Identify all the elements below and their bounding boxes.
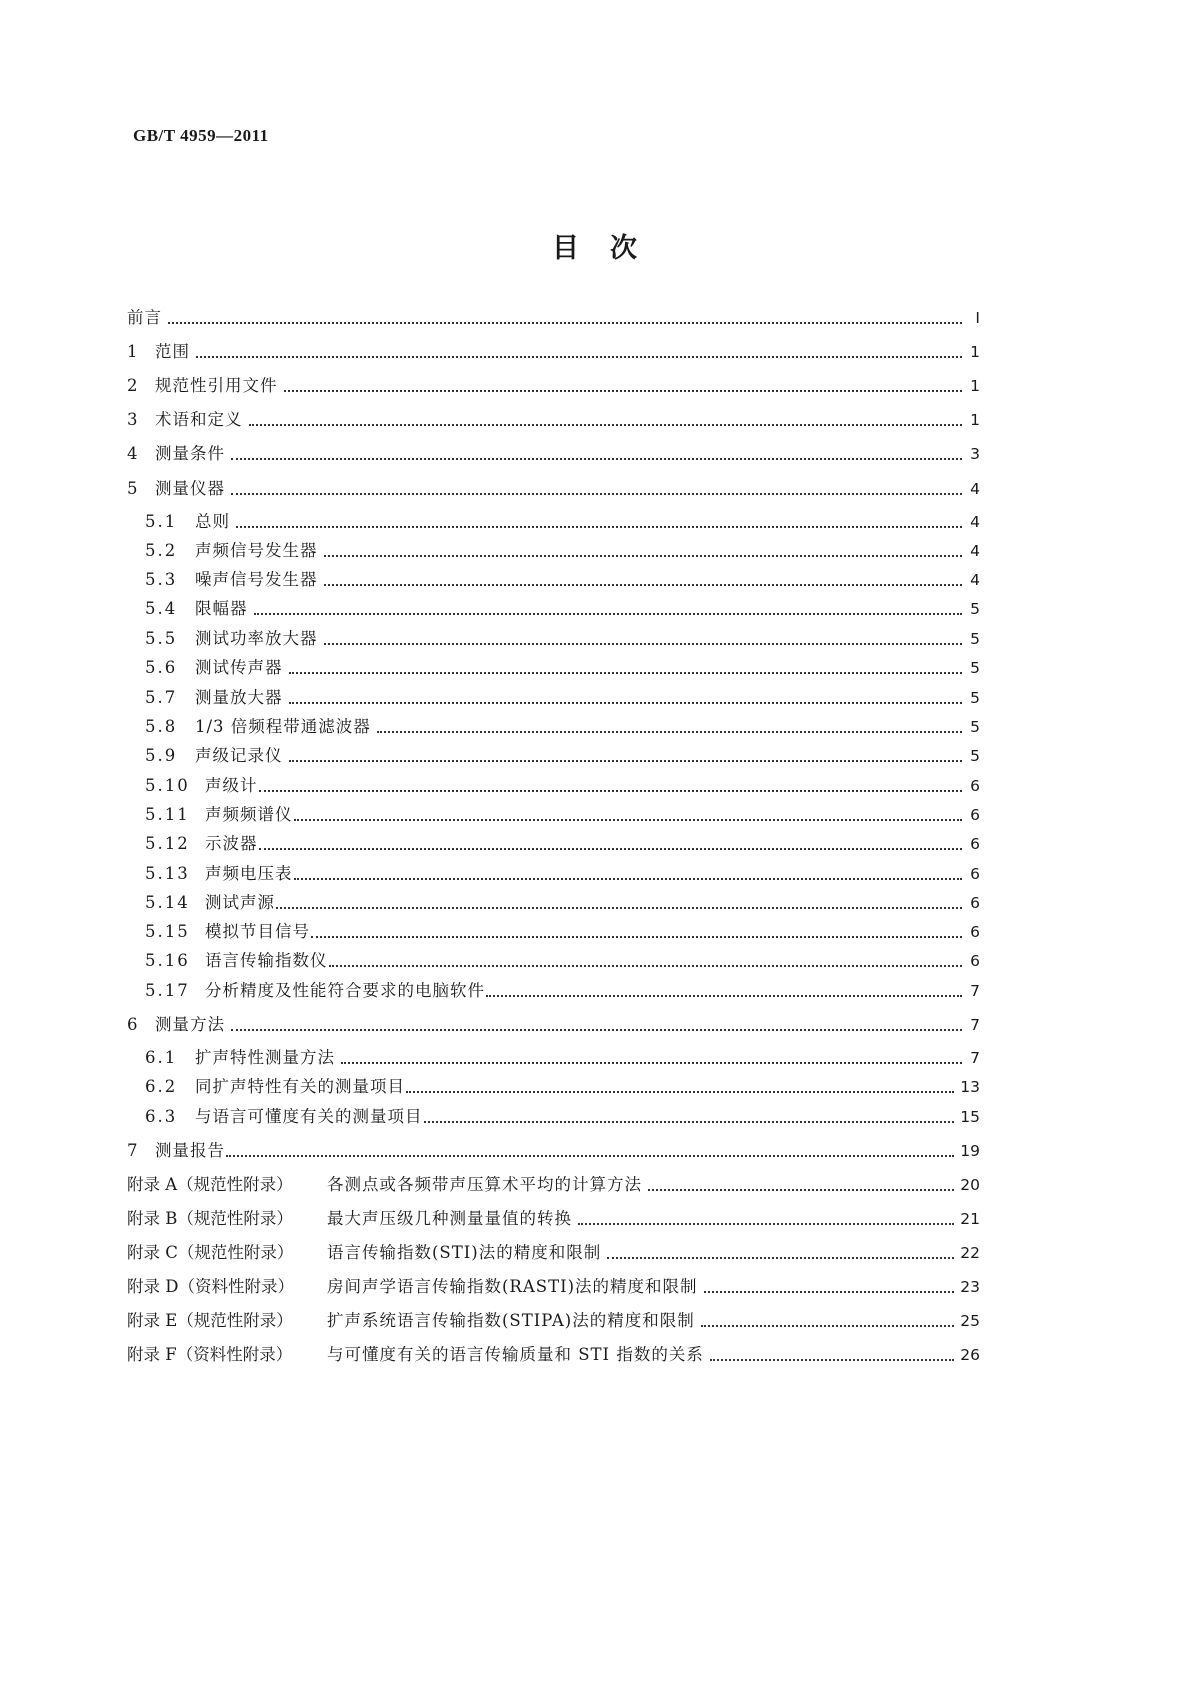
toc-entry-label: 术语和定义 [155, 410, 243, 429]
toc-entry-page: 4 [970, 542, 980, 560]
toc-entry-page: 19 [960, 1142, 980, 1160]
dot-leader [324, 640, 963, 645]
toc-entry-label: 总则 [195, 512, 230, 531]
toc-entry-number: 5.16 [145, 951, 190, 970]
toc-entry-page: 5 [970, 630, 980, 648]
toc-entry-page: 4 [970, 571, 980, 589]
toc-entry-label: 测试传声器 [195, 658, 283, 677]
toc-entry-label: 扩声特性测量方法 [195, 1048, 335, 1067]
toc-entry-section-5[interactable] [127, 477, 980, 501]
toc-entry-label: 声频频谱仪 [205, 805, 293, 824]
toc-entry-section-5-17[interactable] [145, 979, 980, 1003]
dot-leader [377, 728, 962, 733]
dot-leader [289, 699, 963, 704]
toc-entry-label: 测量放大器 [195, 688, 283, 707]
toc-entry-page: 4 [970, 513, 980, 531]
toc-entry-number: 5.17 [145, 981, 190, 1000]
toc-entry-number: 3 [127, 410, 138, 429]
toc-entry-preface[interactable] [127, 306, 980, 330]
toc-entry-number: 5.1 [145, 512, 178, 531]
dot-leader [249, 421, 963, 426]
toc-entry-page: 3 [970, 445, 980, 463]
toc-entry-section-2[interactable] [127, 374, 980, 398]
toc-entry-number: 4 [127, 444, 138, 463]
toc-entry-section-1[interactable] [127, 340, 980, 364]
toc-entry-section-6-2[interactable] [145, 1075, 980, 1099]
toc-entry-section-5-12[interactable] [145, 832, 980, 856]
toc-entry-page: 6 [970, 806, 980, 824]
toc-entry-number: 7 [127, 1141, 138, 1160]
toc-entry-section-7[interactable] [127, 1139, 980, 1163]
toc-entry-number: 5.10 [145, 776, 190, 795]
toc-entry-page: 6 [970, 952, 980, 970]
toc-entry-number: 5.6 [145, 658, 178, 677]
toc-entry-page: 6 [970, 835, 980, 853]
toc-entry-number: 6.2 [145, 1077, 178, 1096]
dot-leader [259, 787, 963, 792]
toc-entry-label: 声频信号发生器 [195, 541, 318, 560]
toc-entry-section-5-2[interactable] [145, 539, 980, 563]
toc-entry-number: 5.11 [145, 805, 190, 824]
toc-entry-appendix-e[interactable] [127, 1309, 980, 1333]
toc-entry-label: 与可懂度有关的语言传输质量和 STI 指数的关系 [327, 1345, 704, 1364]
toc-entry-number: 6.3 [145, 1107, 178, 1126]
document-code: GB/T 4959—2011 [133, 126, 269, 145]
toc-entry-page: 5 [970, 718, 980, 736]
toc-entry-page: 1 [970, 377, 980, 395]
toc-entry-section-3[interactable] [127, 408, 980, 432]
toc-entry-page: 21 [960, 1210, 980, 1228]
dot-leader [226, 1152, 954, 1157]
dot-leader [294, 816, 963, 821]
dot-leader [486, 992, 962, 997]
toc-entry-number: 5.8 [145, 717, 178, 736]
toc-entry-page: 7 [970, 982, 980, 1000]
dot-leader [406, 1088, 954, 1093]
toc-entry-page: 5 [970, 689, 980, 707]
toc-entry-section-5-3[interactable] [145, 568, 980, 592]
dot-leader [289, 757, 963, 762]
toc-entry-label: 同扩声特性有关的测量项目 [195, 1077, 405, 1096]
toc-entry-label: 前言 [127, 308, 162, 327]
toc-entry-page: 25 [960, 1312, 980, 1330]
toc-entry-label: 扩声系统语言传输指数(STIPA)法的精度和限制 [327, 1311, 695, 1330]
dot-leader [607, 1254, 954, 1259]
toc-entry-page: 6 [970, 894, 980, 912]
toc-entry-number: 5.7 [145, 688, 178, 707]
toc-entry-number: 5.12 [145, 834, 190, 853]
toc-entry-page: 5 [970, 747, 980, 765]
toc-entry-number: 6 [127, 1015, 138, 1034]
dot-leader [324, 552, 963, 557]
toc-entry-section-5-15[interactable] [145, 920, 980, 944]
toc-entry-label: 测试声源 [205, 893, 275, 912]
toc-entry-number: 5.13 [145, 864, 190, 883]
toc-entry-number: 附录 A（规范性附录） [127, 1175, 293, 1194]
toc-entry-appendix-a[interactable] [127, 1173, 980, 1197]
toc-entry-label: 语言传输指数(STI)法的精度和限制 [327, 1243, 602, 1262]
toc-entry-section-5-11[interactable] [145, 803, 980, 827]
dot-leader [578, 1220, 954, 1225]
toc-entry-section-5-13[interactable] [145, 862, 980, 886]
toc-entry-page: 13 [960, 1078, 980, 1096]
toc-entry-label: 声频电压表 [205, 864, 293, 883]
toc-entry-appendix-f[interactable] [127, 1343, 980, 1367]
dot-leader [284, 387, 963, 392]
toc-entry-section-5-16[interactable] [145, 949, 980, 973]
toc-entry-label: 最大声压级几种测量量值的转换 [327, 1209, 572, 1228]
toc-entry-number: 附录 F（资料性附录） [127, 1345, 293, 1364]
toc-entry-page: 1 [970, 343, 980, 361]
toc-entry-section-6[interactable] [127, 1013, 980, 1037]
toc-entry-section-5-9[interactable] [145, 744, 980, 768]
toc-entry-section-6-3[interactable] [145, 1105, 980, 1129]
toc-entry-section-5-1[interactable] [145, 510, 980, 534]
toc-entry-page: 22 [960, 1244, 980, 1262]
dot-leader [168, 319, 962, 324]
toc-entry-label: 限幅器 [195, 599, 248, 618]
dot-leader [704, 1288, 955, 1293]
toc-entry-label: 声级记录仪 [195, 746, 283, 765]
toc-entry-label: 示波器 [205, 834, 258, 853]
dot-leader [311, 933, 962, 938]
toc-entry-label: 各测点或各频带声压算术平均的计算方法 [327, 1175, 642, 1194]
toc-entry-page: 26 [960, 1346, 980, 1364]
toc-entry-label: 测量条件 [155, 444, 225, 463]
toc-entry-number: 2 [127, 376, 138, 395]
toc-entry-label: 房间声学语言传输指数(RASTI)法的精度和限制 [327, 1277, 698, 1296]
toc-entry-number: 5.14 [145, 893, 190, 912]
toc-entry-section-5-7[interactable] [145, 686, 980, 710]
toc-entry-label: 噪声信号发生器 [195, 570, 318, 589]
dot-leader [254, 610, 963, 615]
dot-leader [329, 962, 963, 967]
toc-entry-label: 测量仪器 [155, 479, 225, 498]
dot-leader [324, 581, 963, 586]
toc-entry-section-5-6[interactable] [145, 656, 980, 680]
toc-entry-number: 5.2 [145, 541, 178, 560]
toc-entry-label: 声级计 [205, 776, 258, 795]
dot-leader [259, 845, 963, 850]
toc-entry-number: 5.15 [145, 922, 190, 941]
dot-leader [231, 455, 962, 460]
toc-entry-label: 分析精度及性能符合要求的电脑软件 [205, 981, 485, 1000]
toc-entry-appendix-d[interactable] [127, 1275, 980, 1299]
dot-leader [701, 1322, 955, 1327]
toc-entry-label: 1/3 倍频程带通滤波器 [195, 717, 371, 736]
toc-entry-number: 附录 D（资料性附录） [127, 1277, 294, 1296]
toc-entry-page: 6 [970, 923, 980, 941]
toc-entry-number: 5.4 [145, 599, 178, 618]
dot-leader [648, 1186, 954, 1191]
toc-entry-page: 6 [970, 865, 980, 883]
toc-entry-page: 4 [970, 480, 980, 498]
toc-entry-label: 规范性引用文件 [155, 376, 278, 395]
toc-entry-section-5-10[interactable] [145, 774, 980, 798]
toc-entry-label: 测量报告 [155, 1141, 225, 1160]
toc-entry-number: 5.9 [145, 746, 178, 765]
toc-entry-number: 附录 E（规范性附录） [127, 1311, 293, 1330]
toc-entry-section-4[interactable] [127, 442, 980, 466]
dot-leader [196, 353, 962, 358]
toc-entry-label: 语言传输指数仪 [205, 951, 328, 970]
toc-entry-page: 5 [970, 659, 980, 677]
toc-entry-page: 20 [960, 1176, 980, 1194]
toc-entry-page: 7 [970, 1016, 980, 1034]
toc-entry-label: 测量方法 [155, 1015, 225, 1034]
dot-leader [231, 490, 962, 495]
toc-entry-section-5-14[interactable] [145, 891, 980, 915]
toc-entry-page: 7 [970, 1049, 980, 1067]
dot-leader [289, 669, 963, 674]
dot-leader [341, 1059, 962, 1064]
toc-entry-section-6-1[interactable] [145, 1046, 980, 1070]
toc-entry-label: 与语言可懂度有关的测量项目 [195, 1107, 423, 1126]
toc-entry-label: 范围 [155, 342, 190, 361]
dot-leader [236, 523, 962, 528]
toc-entry-number: 5.3 [145, 570, 178, 589]
toc-entry-number: 附录 B（规范性附录） [127, 1209, 293, 1228]
toc-entry-page: 23 [960, 1278, 980, 1296]
toc-entry-page: Ⅰ [975, 309, 980, 327]
toc-entry-number: 附录 C（规范性附录） [127, 1243, 294, 1262]
toc-entry-page: 5 [970, 600, 980, 618]
dot-leader [276, 904, 962, 909]
toc-entry-appendix-c[interactable] [127, 1241, 980, 1265]
toc-entry-number: 5 [127, 479, 138, 498]
toc-entry-number: 1 [127, 342, 138, 361]
toc-title: 目 次 [552, 233, 639, 264]
dot-leader [710, 1356, 954, 1361]
toc-entry-label: 模拟节目信号 [205, 922, 310, 941]
toc-entry-page: 15 [960, 1108, 980, 1126]
dot-leader [294, 875, 963, 880]
toc-entry-page: 6 [970, 777, 980, 795]
dot-leader [231, 1026, 962, 1031]
toc-entry-number: 6.1 [145, 1048, 178, 1067]
dot-leader [424, 1118, 955, 1123]
toc-entry-page: 1 [970, 411, 980, 429]
toc-entry-appendix-b[interactable] [127, 1207, 980, 1231]
toc-entry-section-5-4[interactable] [145, 597, 980, 621]
toc-entry-section-5-5[interactable] [145, 627, 980, 651]
toc-entry-number: 5.5 [145, 629, 178, 648]
toc-entry-section-5-8[interactable] [145, 715, 980, 739]
toc-entry-label: 测试功率放大器 [195, 629, 318, 648]
